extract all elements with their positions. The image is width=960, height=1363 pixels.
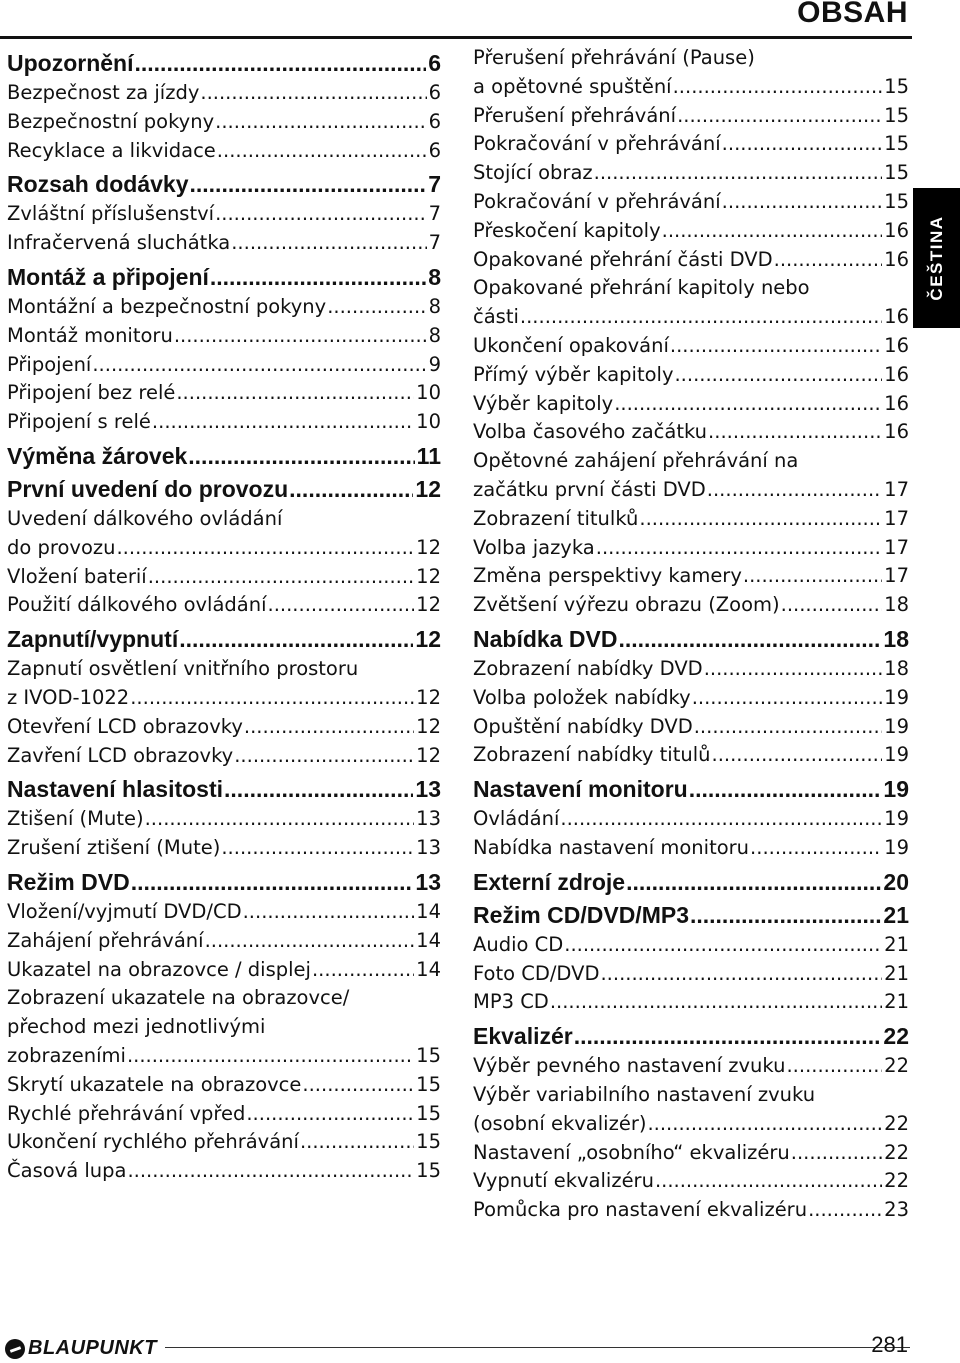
toc-section-entry bbox=[7, 263, 441, 291]
language-tab-label: ČEŠTINA bbox=[926, 215, 946, 301]
toc-page-number: 19 bbox=[884, 685, 909, 709]
toc-entry bbox=[473, 418, 909, 447]
toc-entry-text: Ukazatel na obrazovce / displej bbox=[7, 957, 311, 981]
dot-leader bbox=[215, 108, 426, 137]
toc-page-number: 21 bbox=[884, 961, 909, 985]
toc-entry bbox=[473, 44, 909, 102]
toc-entry bbox=[473, 684, 909, 713]
toc-page-number: 15 bbox=[416, 1101, 441, 1125]
toc-entry-text: Zrušení ztišení (Mute) bbox=[7, 836, 221, 860]
toc-entry-text: Montáž monitoru bbox=[7, 323, 173, 347]
toc-entry-text: do provozu bbox=[7, 535, 116, 559]
toc-entry-text: Výměna žárovek bbox=[7, 442, 188, 469]
dot-leader bbox=[244, 713, 414, 742]
toc-entry bbox=[473, 447, 909, 505]
dot-leader bbox=[677, 102, 882, 131]
brand-logo bbox=[5, 1337, 157, 1360]
dot-leader bbox=[600, 960, 882, 989]
toc-page-number: 21 bbox=[884, 990, 909, 1014]
dot-leader bbox=[708, 418, 882, 447]
toc-page-number: 15 bbox=[416, 1159, 441, 1183]
toc-entry-text: Výběr variabilního nastavení zvuku bbox=[473, 1082, 816, 1106]
toc-entry-text: Zobrazení ukazatele na obrazovce/ bbox=[7, 986, 350, 1010]
toc-entry-text: Ovládání bbox=[473, 807, 560, 831]
dot-leader bbox=[210, 263, 426, 291]
toc-entry-text: Opakované přehrání kapitoly nebo bbox=[473, 276, 810, 300]
toc-page-number: 19 bbox=[884, 835, 909, 859]
dot-leader bbox=[574, 1022, 882, 1050]
toc-entry-text: Zapnutí/vypnutí bbox=[7, 626, 179, 653]
dot-leader bbox=[92, 351, 426, 380]
toc-entry-text: Ukončení rychlého přehrávání bbox=[7, 1130, 299, 1154]
dot-leader bbox=[564, 931, 882, 960]
toc-entry bbox=[473, 805, 909, 834]
toc-entry-text: Ekvalizér bbox=[473, 1023, 573, 1050]
header-rule bbox=[0, 36, 912, 39]
toc-entry-text: Nastavení monitoru bbox=[473, 776, 688, 803]
toc-entry-text: Připojení s relé bbox=[7, 410, 151, 434]
toc-entry bbox=[473, 534, 909, 563]
toc-entry bbox=[473, 1052, 909, 1081]
toc-entry-text: a opětovné spuštění bbox=[473, 74, 672, 98]
toc-entry bbox=[473, 159, 909, 188]
toc-section-entry bbox=[473, 868, 909, 896]
toc-entry bbox=[7, 834, 441, 863]
toc-entry-text: Nabídka DVD bbox=[473, 625, 618, 652]
toc-entry-text: Použití dálkového ovládání bbox=[7, 593, 267, 617]
dot-leader bbox=[694, 713, 882, 742]
toc-section-entry bbox=[7, 170, 441, 198]
dot-leader bbox=[300, 1128, 414, 1157]
toc-page-number: 8 bbox=[428, 263, 441, 290]
toc-page-number: 15 bbox=[884, 189, 909, 213]
toc-entry-text: části bbox=[473, 305, 519, 329]
dot-leader bbox=[327, 293, 426, 322]
toc-entry-text: Připojení bbox=[7, 352, 92, 376]
toc-page-number: 17 bbox=[884, 477, 909, 501]
toc-page-number: 18 bbox=[883, 625, 909, 652]
toc-entry bbox=[473, 1081, 909, 1139]
toc-page-number: 10 bbox=[416, 410, 441, 434]
toc-entry-text: Zapnutí osvětlení vnitřního prostoru bbox=[7, 657, 359, 681]
toc-entry bbox=[7, 655, 441, 713]
toc-page-number: 13 bbox=[415, 776, 441, 803]
dot-leader bbox=[550, 988, 882, 1017]
toc-entry bbox=[473, 562, 909, 591]
toc-page-number: 13 bbox=[416, 807, 441, 831]
toc-entry-text: Zvětšení výřezu obrazu (Zoom) bbox=[473, 593, 780, 617]
toc-page-number: 16 bbox=[884, 305, 909, 329]
toc-entry bbox=[7, 200, 441, 229]
dot-leader bbox=[135, 49, 427, 77]
toc-entry-text: Volba položek nabídky bbox=[473, 685, 691, 709]
toc-page-number: 8 bbox=[428, 323, 441, 347]
toc-entry-text: Vložení baterií bbox=[7, 564, 147, 588]
toc-entry bbox=[7, 898, 441, 927]
toc-entry bbox=[7, 956, 441, 985]
dot-leader bbox=[639, 505, 882, 534]
dot-leader bbox=[176, 379, 414, 408]
dot-leader bbox=[704, 655, 882, 684]
toc-section-entry bbox=[473, 775, 909, 803]
toc-entry-text: Přerušení přehrávání bbox=[473, 103, 677, 127]
dot-leader bbox=[152, 408, 414, 437]
dot-leader bbox=[231, 229, 426, 258]
toc-section-entry bbox=[7, 775, 441, 803]
toc-entry-text: Přímý výběr kapitoly bbox=[473, 362, 674, 386]
footer-rule bbox=[165, 1347, 910, 1348]
toc-page-number: 6 bbox=[428, 138, 441, 162]
toc-page-number: 16 bbox=[884, 420, 909, 444]
dot-leader bbox=[808, 1196, 882, 1225]
dot-leader bbox=[743, 562, 882, 591]
toc-page-number: 13 bbox=[416, 836, 441, 860]
toc-entry-text: začátku první části DVD bbox=[473, 477, 706, 501]
toc-entry bbox=[473, 102, 909, 131]
toc-entry bbox=[473, 390, 909, 419]
toc-entry-text: Přeskočení kapitoly bbox=[473, 218, 661, 242]
toc-page-number: 9 bbox=[428, 352, 441, 376]
toc-entry bbox=[7, 1157, 441, 1186]
language-tab bbox=[913, 188, 960, 328]
toc-entry bbox=[473, 246, 909, 275]
dot-leader bbox=[215, 200, 427, 229]
toc-entry bbox=[7, 137, 441, 166]
dot-leader bbox=[673, 73, 883, 102]
toc-page-number: 22 bbox=[884, 1169, 909, 1193]
dot-leader bbox=[670, 332, 882, 361]
toc-entry-text: Opakované přehrání části DVD bbox=[473, 247, 773, 271]
toc-entry bbox=[473, 1139, 909, 1168]
toc-section-entry bbox=[473, 901, 909, 929]
toc-entry bbox=[7, 984, 441, 1070]
toc-page-number: 12 bbox=[416, 564, 441, 588]
toc-page-number: 12 bbox=[416, 685, 441, 709]
toc-page-number: 15 bbox=[416, 1072, 441, 1096]
toc-page-number: 21 bbox=[883, 901, 909, 928]
dot-leader bbox=[707, 476, 882, 505]
dot-leader bbox=[594, 159, 883, 188]
toc-page-number: 14 bbox=[416, 899, 441, 923]
toc-page-number: 22 bbox=[883, 1023, 909, 1050]
toc-page-number: 10 bbox=[416, 381, 441, 405]
toc-entry-text: Foto CD/DVD bbox=[473, 961, 600, 985]
toc-entry bbox=[7, 1071, 441, 1100]
toc-entry-text: Infračervená sluchátka bbox=[7, 231, 231, 255]
toc-entry-text: Režim DVD bbox=[7, 868, 130, 895]
toc-page-number: 12 bbox=[416, 743, 441, 767]
toc-entry bbox=[473, 332, 909, 361]
toc-page-number: 12 bbox=[416, 535, 441, 559]
dot-leader bbox=[130, 684, 414, 713]
toc-entry bbox=[473, 1196, 909, 1225]
toc-entry bbox=[473, 655, 909, 684]
toc-page-number: 20 bbox=[883, 868, 909, 895]
toc-entry-text: (osobní ekvalizér) bbox=[473, 1111, 647, 1135]
toc-page-number: 16 bbox=[884, 362, 909, 386]
toc-entry-text: zobrazeními bbox=[7, 1043, 126, 1067]
dot-leader bbox=[217, 137, 427, 166]
toc-entry-text: Skrytí ukazatele na obrazovce bbox=[7, 1072, 302, 1096]
toc-section-entry bbox=[7, 475, 441, 503]
toc-page-number: 12 bbox=[415, 626, 441, 653]
toc-entry-text: Ztišení (Mute) bbox=[7, 807, 144, 831]
dot-leader bbox=[268, 591, 415, 620]
dot-leader bbox=[689, 775, 882, 803]
dot-leader bbox=[674, 361, 882, 390]
dot-leader bbox=[205, 927, 415, 956]
toc-entry bbox=[473, 834, 909, 863]
toc-entry bbox=[473, 1167, 909, 1196]
dot-leader bbox=[690, 901, 881, 929]
toc-entry-text: Nabídka nastavení monitoru bbox=[473, 835, 750, 859]
toc-page-number: 16 bbox=[884, 391, 909, 415]
toc-entry bbox=[7, 379, 441, 408]
toc-page-number: 19 bbox=[884, 807, 909, 831]
toc-entry-text: Režim CD/DVD/MP3 bbox=[473, 901, 689, 928]
dot-leader bbox=[190, 170, 427, 198]
toc-entry-text: Bezpečnostní pokyny bbox=[7, 109, 215, 133]
dot-leader bbox=[560, 805, 882, 834]
toc-entry-text: Externí zdroje bbox=[473, 868, 626, 895]
toc-page-number: 12 bbox=[416, 714, 441, 738]
dot-leader bbox=[200, 79, 426, 108]
toc-entry bbox=[7, 293, 441, 322]
toc-page-number: 15 bbox=[884, 103, 909, 127]
page-number: 281 bbox=[871, 1332, 908, 1357]
toc-left-column bbox=[7, 44, 441, 1186]
toc-entry bbox=[473, 274, 909, 332]
toc-page-number: 6 bbox=[428, 109, 441, 133]
toc-page-number: 7 bbox=[428, 231, 441, 255]
toc-entry-text: Rychlé přehrávání vpřed bbox=[7, 1101, 246, 1125]
toc-entry-text: Audio CD bbox=[473, 932, 564, 956]
toc-entry-text: Pomůcka pro nastavení ekvalizéru bbox=[473, 1198, 808, 1222]
toc-page-number: 16 bbox=[884, 247, 909, 271]
brand-name: BLAUPUNKT bbox=[28, 1337, 157, 1359]
toc-entry-text: Montáž a připojení bbox=[7, 263, 209, 290]
dot-leader bbox=[596, 534, 882, 563]
toc-section-entry bbox=[7, 868, 441, 896]
toc-entry bbox=[7, 563, 441, 592]
toc-entry bbox=[7, 79, 441, 108]
toc-entry bbox=[473, 988, 909, 1017]
toc-entry bbox=[7, 591, 441, 620]
toc-section-entry bbox=[473, 625, 909, 653]
dot-leader bbox=[145, 805, 415, 834]
toc-entry bbox=[473, 217, 909, 246]
toc-page-number: 17 bbox=[884, 564, 909, 588]
dot-leader bbox=[692, 684, 882, 713]
toc-entry bbox=[7, 927, 441, 956]
toc-section-entry bbox=[7, 442, 441, 470]
toc-page-number: 15 bbox=[884, 132, 909, 156]
toc-entry bbox=[7, 742, 441, 771]
dot-leader bbox=[520, 303, 882, 332]
toc-page-number: 18 bbox=[884, 593, 909, 617]
toc-entry-text: První uvedení do provozu bbox=[7, 475, 289, 502]
toc-section-entry bbox=[7, 49, 441, 77]
toc-entry bbox=[473, 505, 909, 534]
toc-entry bbox=[7, 805, 441, 834]
dot-leader bbox=[127, 1157, 414, 1186]
toc-entry bbox=[7, 322, 441, 351]
dot-leader bbox=[127, 1042, 414, 1071]
brand-logo-icon bbox=[5, 1339, 25, 1359]
dot-leader bbox=[188, 442, 414, 470]
toc-entry bbox=[7, 505, 441, 563]
toc-page-number: 22 bbox=[884, 1111, 909, 1135]
dot-leader bbox=[179, 625, 413, 653]
dot-leader bbox=[221, 834, 414, 863]
toc-page-number: 19 bbox=[884, 714, 909, 738]
toc-entry-text: Zavření LCD obrazovky bbox=[7, 743, 234, 767]
dot-leader bbox=[647, 1110, 882, 1139]
dot-leader bbox=[243, 898, 415, 927]
toc-entry-text: Opuštění nabídky DVD bbox=[473, 714, 693, 738]
toc-entry-text: Rozsah dodávky bbox=[7, 171, 189, 198]
toc-entry-text: Zobrazení titulků bbox=[473, 506, 639, 530]
toc-entry bbox=[7, 1128, 441, 1157]
page-title: OBSAH bbox=[797, 0, 908, 29]
dot-leader bbox=[655, 1167, 882, 1196]
toc-page-number: 12 bbox=[416, 593, 441, 617]
toc-page-number: 13 bbox=[415, 868, 441, 895]
toc-entry-text: Montážní a bezpečnostní pokyny bbox=[7, 294, 327, 318]
dot-leader bbox=[618, 625, 881, 653]
toc-entry-text: Zobrazení nabídky DVD bbox=[473, 656, 703, 680]
toc-entry-text: Stojící obraz bbox=[473, 161, 593, 185]
toc-page-number: 15 bbox=[884, 161, 909, 185]
toc-entry-text: Pokračování v přehrávání bbox=[473, 189, 721, 213]
toc-page-number: 18 bbox=[884, 656, 909, 680]
toc-entry bbox=[473, 591, 909, 620]
dot-leader bbox=[131, 868, 414, 896]
toc-entry-text: Upozornění bbox=[7, 50, 134, 76]
dot-leader bbox=[289, 475, 413, 503]
toc-page-number: 22 bbox=[884, 1054, 909, 1078]
dot-leader bbox=[750, 834, 882, 863]
dot-leader bbox=[614, 390, 882, 419]
toc-entry-text: z IVOD-1022 bbox=[7, 685, 130, 709]
toc-entry bbox=[7, 408, 441, 437]
dot-leader bbox=[722, 188, 883, 217]
toc-page-number: 22 bbox=[884, 1140, 909, 1164]
toc-page-number: 15 bbox=[884, 74, 909, 98]
toc-entry-text: Recyklace a likvidace bbox=[7, 138, 216, 162]
dot-leader bbox=[786, 1052, 882, 1081]
toc-entry-text: Výběr pevného nastavení zvuku bbox=[473, 1054, 786, 1078]
toc-page-number: 19 bbox=[884, 743, 909, 767]
toc-entry-text: Nastavení „osobního“ ekvalizéru bbox=[473, 1140, 790, 1164]
dot-leader bbox=[781, 591, 883, 620]
toc-entry-text: přechod mezi jednotlivými bbox=[7, 1015, 266, 1039]
toc-page-number: 19 bbox=[883, 776, 909, 803]
toc-section-entry bbox=[473, 1022, 909, 1050]
toc-page-number: 15 bbox=[416, 1043, 441, 1067]
toc-entry-text: Nastavení hlasitosti bbox=[7, 776, 224, 803]
toc-page-number: 16 bbox=[884, 333, 909, 357]
toc-page-number: 17 bbox=[884, 506, 909, 530]
toc-entry-text: Volba jazyka bbox=[473, 535, 595, 559]
toc-page-number: 7 bbox=[428, 202, 441, 226]
toc-entry-text: Vložení/vyjmutí DVD/CD bbox=[7, 899, 242, 923]
toc-page-number: 14 bbox=[416, 957, 441, 981]
toc-entry-text: Uvedení dálkového ovládání bbox=[7, 506, 283, 530]
toc-page-number: 12 bbox=[415, 475, 441, 502]
toc-entry-text: Otevření LCD obrazovky bbox=[7, 714, 243, 738]
toc-entry-text: Výběr kapitoly bbox=[473, 391, 614, 415]
toc-right-column bbox=[473, 44, 909, 1225]
toc-entry bbox=[7, 229, 441, 258]
toc-entry-text: Opětovné zahájení přehrávání na bbox=[473, 449, 799, 473]
toc-entry-text: Časová lupa bbox=[7, 1159, 127, 1183]
dot-leader bbox=[722, 130, 883, 159]
toc-page-number: 23 bbox=[884, 1198, 909, 1222]
toc-page-number: 11 bbox=[416, 442, 441, 469]
dot-leader bbox=[662, 217, 883, 246]
toc-entry bbox=[7, 713, 441, 742]
dot-leader bbox=[302, 1071, 414, 1100]
dot-leader bbox=[312, 956, 414, 985]
toc-entry-text: Volba časového začátku bbox=[473, 420, 708, 444]
toc-entry-text: Zvláštní příslušenství bbox=[7, 202, 215, 226]
toc-entry bbox=[473, 188, 909, 217]
dot-leader bbox=[791, 1139, 882, 1168]
toc-entry-text: Změna perspektivy kamery bbox=[473, 564, 742, 588]
toc-page-number: 7 bbox=[428, 171, 441, 198]
toc-entry bbox=[473, 713, 909, 742]
toc-page-number: 17 bbox=[884, 535, 909, 559]
toc-entry bbox=[7, 1100, 441, 1129]
toc-entry-text: Přerušení přehrávání (Pause) bbox=[473, 46, 755, 69]
toc-page-number: 14 bbox=[416, 928, 441, 952]
toc-page-number: 6 bbox=[428, 50, 441, 76]
toc-entry-text: Pokračování v přehrávání bbox=[473, 132, 721, 156]
toc-page-number: 8 bbox=[428, 294, 441, 318]
toc-entry bbox=[7, 351, 441, 380]
toc-page-number: 6 bbox=[428, 81, 441, 104]
toc-entry-text: Bezpečnost za jízdy bbox=[7, 81, 200, 104]
toc-entry bbox=[473, 931, 909, 960]
dot-leader bbox=[712, 741, 883, 770]
dot-leader bbox=[626, 868, 881, 896]
toc-page-number: 21 bbox=[884, 932, 909, 956]
toc-section-entry bbox=[7, 625, 441, 653]
toc-entry-text: MP3 CD bbox=[473, 990, 549, 1014]
toc-entry bbox=[473, 741, 909, 770]
toc-entry-text: Vypnutí ekvalizéru bbox=[473, 1169, 654, 1193]
dot-leader bbox=[116, 534, 414, 563]
toc-entry-text: Zobrazení nabídky titulů bbox=[473, 743, 711, 767]
dot-leader bbox=[234, 742, 414, 771]
dot-leader bbox=[174, 322, 427, 351]
dot-leader bbox=[148, 563, 414, 592]
toc-entry bbox=[473, 361, 909, 390]
dot-leader bbox=[246, 1100, 414, 1129]
dot-leader bbox=[774, 246, 883, 275]
toc-entry-text: Připojení bez relé bbox=[7, 381, 176, 405]
dot-leader bbox=[224, 775, 413, 803]
toc-entry bbox=[473, 130, 909, 159]
toc-page-number: 16 bbox=[884, 218, 909, 242]
toc-entry bbox=[7, 108, 441, 137]
toc-entry-text: Ukončení opakování bbox=[473, 333, 669, 357]
toc-page-number: 15 bbox=[416, 1130, 441, 1154]
toc-entry-text: Zahájení přehrávání bbox=[7, 928, 204, 952]
toc-entry bbox=[473, 960, 909, 989]
